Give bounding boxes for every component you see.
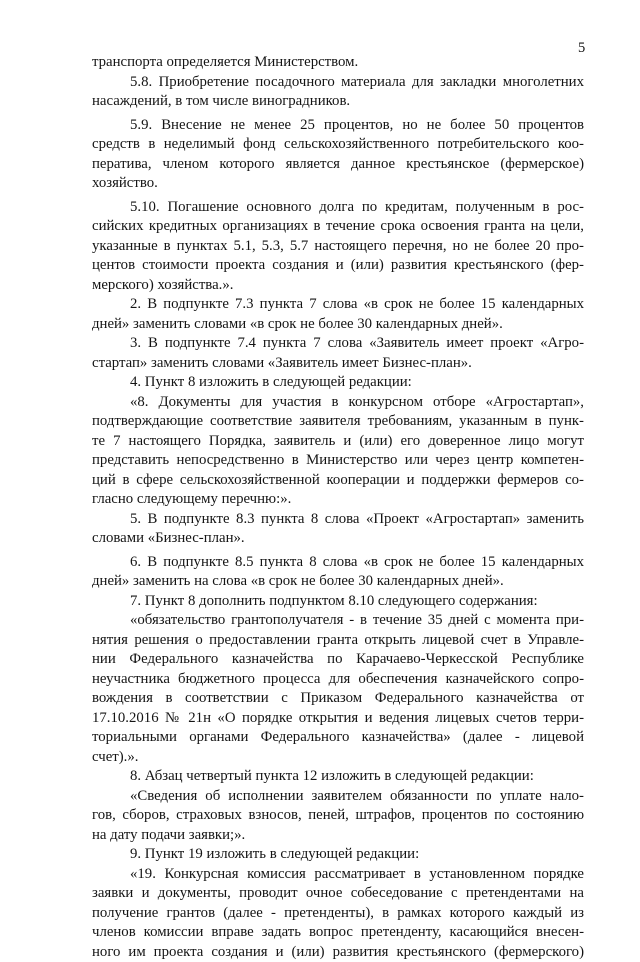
text-line: 9. Пункт 19 изложить в следующей редакции: <box>92 845 584 865</box>
text-line: мерского) хозяйства.». <box>92 276 584 296</box>
text-line: вождения в соответствии с Приказом Федерального казначейства от <box>92 689 584 709</box>
text-line: «8. Документы для участия в конкурсном отборе «Агростартап», <box>92 393 584 413</box>
text-line: сийских кредитных организациях в течение срока освоения гранта на цели, <box>92 217 584 237</box>
text-line: хозяйство. <box>92 174 584 194</box>
text-line: дней» заменить словами «в срок не более 30 календарных дней». <box>92 315 584 335</box>
text-line: счет).». <box>92 748 584 768</box>
text-line: 17.10.2016 № 21н «О порядке открытия и ведения лицевых счетов терри- <box>92 709 584 729</box>
text-line: гов, сборов, страховых взносов, пеней, штрафов, процентов по состоянию <box>92 806 584 826</box>
text-line: центов стоимости проекта создания и (или) развития крестьянского (фер- <box>92 256 584 276</box>
text-line: 3. В подпункте 7.4 пункта 7 слова «Заявитель имеет проект «Агро- <box>92 334 584 354</box>
text-line: транспорта определяется Министерством. <box>92 53 584 73</box>
text-line: 7. Пункт 8 дополнить подпунктом 8.10 следующего содержания: <box>92 592 584 612</box>
text-line: ториальными органами Федерального казначейства» (далее - лицевой <box>92 728 584 748</box>
text-line: словами «Бизнес-план». <box>92 529 584 549</box>
text-line: гласно следующему перечню:». <box>92 490 584 510</box>
text-line: указанные в пунктах 5.1, 5.3, 5.7 настоящего перечня, но не более 20 про- <box>92 237 584 257</box>
text-line: заявки и документы, проводит очное собеседование с претендентами на <box>92 884 584 904</box>
page-number: 5 <box>578 40 585 57</box>
text-line: 8. Абзац четвертый пункта 12 изложить в следующей редакции: <box>92 767 584 787</box>
text-line: представить непосредственно в Министерство или через центр компетен- <box>92 451 584 471</box>
text-line: стартап» заменить словами «Заявитель имеет Бизнес-план». <box>92 354 584 374</box>
text-line: членов комиссии вправе задать вопрос претенденту, касающийся внесен- <box>92 923 584 943</box>
text-line: ного им проекта создания и (или) развития крестьянского (фермерского) <box>92 943 584 962</box>
text-line: ций в сфере сельскохозяйственной кооперации и поддержки фермеров со- <box>92 471 584 491</box>
text-line: те 7 настоящего Порядка, заявитель и (или) его доверенное лицо могут <box>92 432 584 452</box>
text-line: нятия решения о предоставлении гранта открыть лицевой счет в Управле- <box>92 631 584 651</box>
text-line: «19. Конкурсная комиссия рассматривает в установленном порядке <box>92 865 584 885</box>
text-line: насаждений, в том числе виноградников. <box>92 92 584 112</box>
text-line: ператива, членом которого является данное крестьянское (фермерское) <box>92 155 584 175</box>
text-line: 5.8. Приобретение посадочного материала для закладки многолетних <box>92 73 584 93</box>
text-line: неучастника бюджетного процесса для обеспечения казначейского сопро- <box>92 670 584 690</box>
text-line: «обязательство грантополучателя - в течение 35 дней с момента при- <box>92 611 584 631</box>
text-line: нии Федерального казначейства по Карачаево-Черкесской Республике <box>92 650 584 670</box>
text-line: 5.10. Погашение основного долга по кредитам, полученным в рос- <box>92 198 584 218</box>
text-line: получение грантов (далее - претенденты), в рамках которого каждый из <box>92 904 584 924</box>
text-line: «Сведения об исполнении заявителем обязанности по уплате нало- <box>92 787 584 807</box>
text-line: 5.9. Внесение не менее 25 процентов, но не более 50 процентов <box>92 116 584 136</box>
text-line: 2. В подпункте 7.3 пункта 7 слова «в срок не более 15 календарных <box>92 295 584 315</box>
text-line: дней» заменить на слова «в срок не более 30 календарных дней». <box>92 572 584 592</box>
text-line: 6. В подпункте 8.5 пункта 8 слова «в срок не более 15 календарных <box>92 553 584 573</box>
text-line: на дату подачи заявки;». <box>92 826 584 846</box>
text-line: 4. Пункт 8 изложить в следующей редакции: <box>92 373 584 393</box>
document-body <box>92 53 584 962</box>
text-line: средств в неделимый фонд сельскохозяйственного потребительского коо- <box>92 135 584 155</box>
text-line: 5. В подпункте 8.3 пункта 8 слова «Проект «Агростартап» заменить <box>92 510 584 530</box>
text-line: подтверждающие соответствие заявителя требованиям, указанным в пунк- <box>92 412 584 432</box>
